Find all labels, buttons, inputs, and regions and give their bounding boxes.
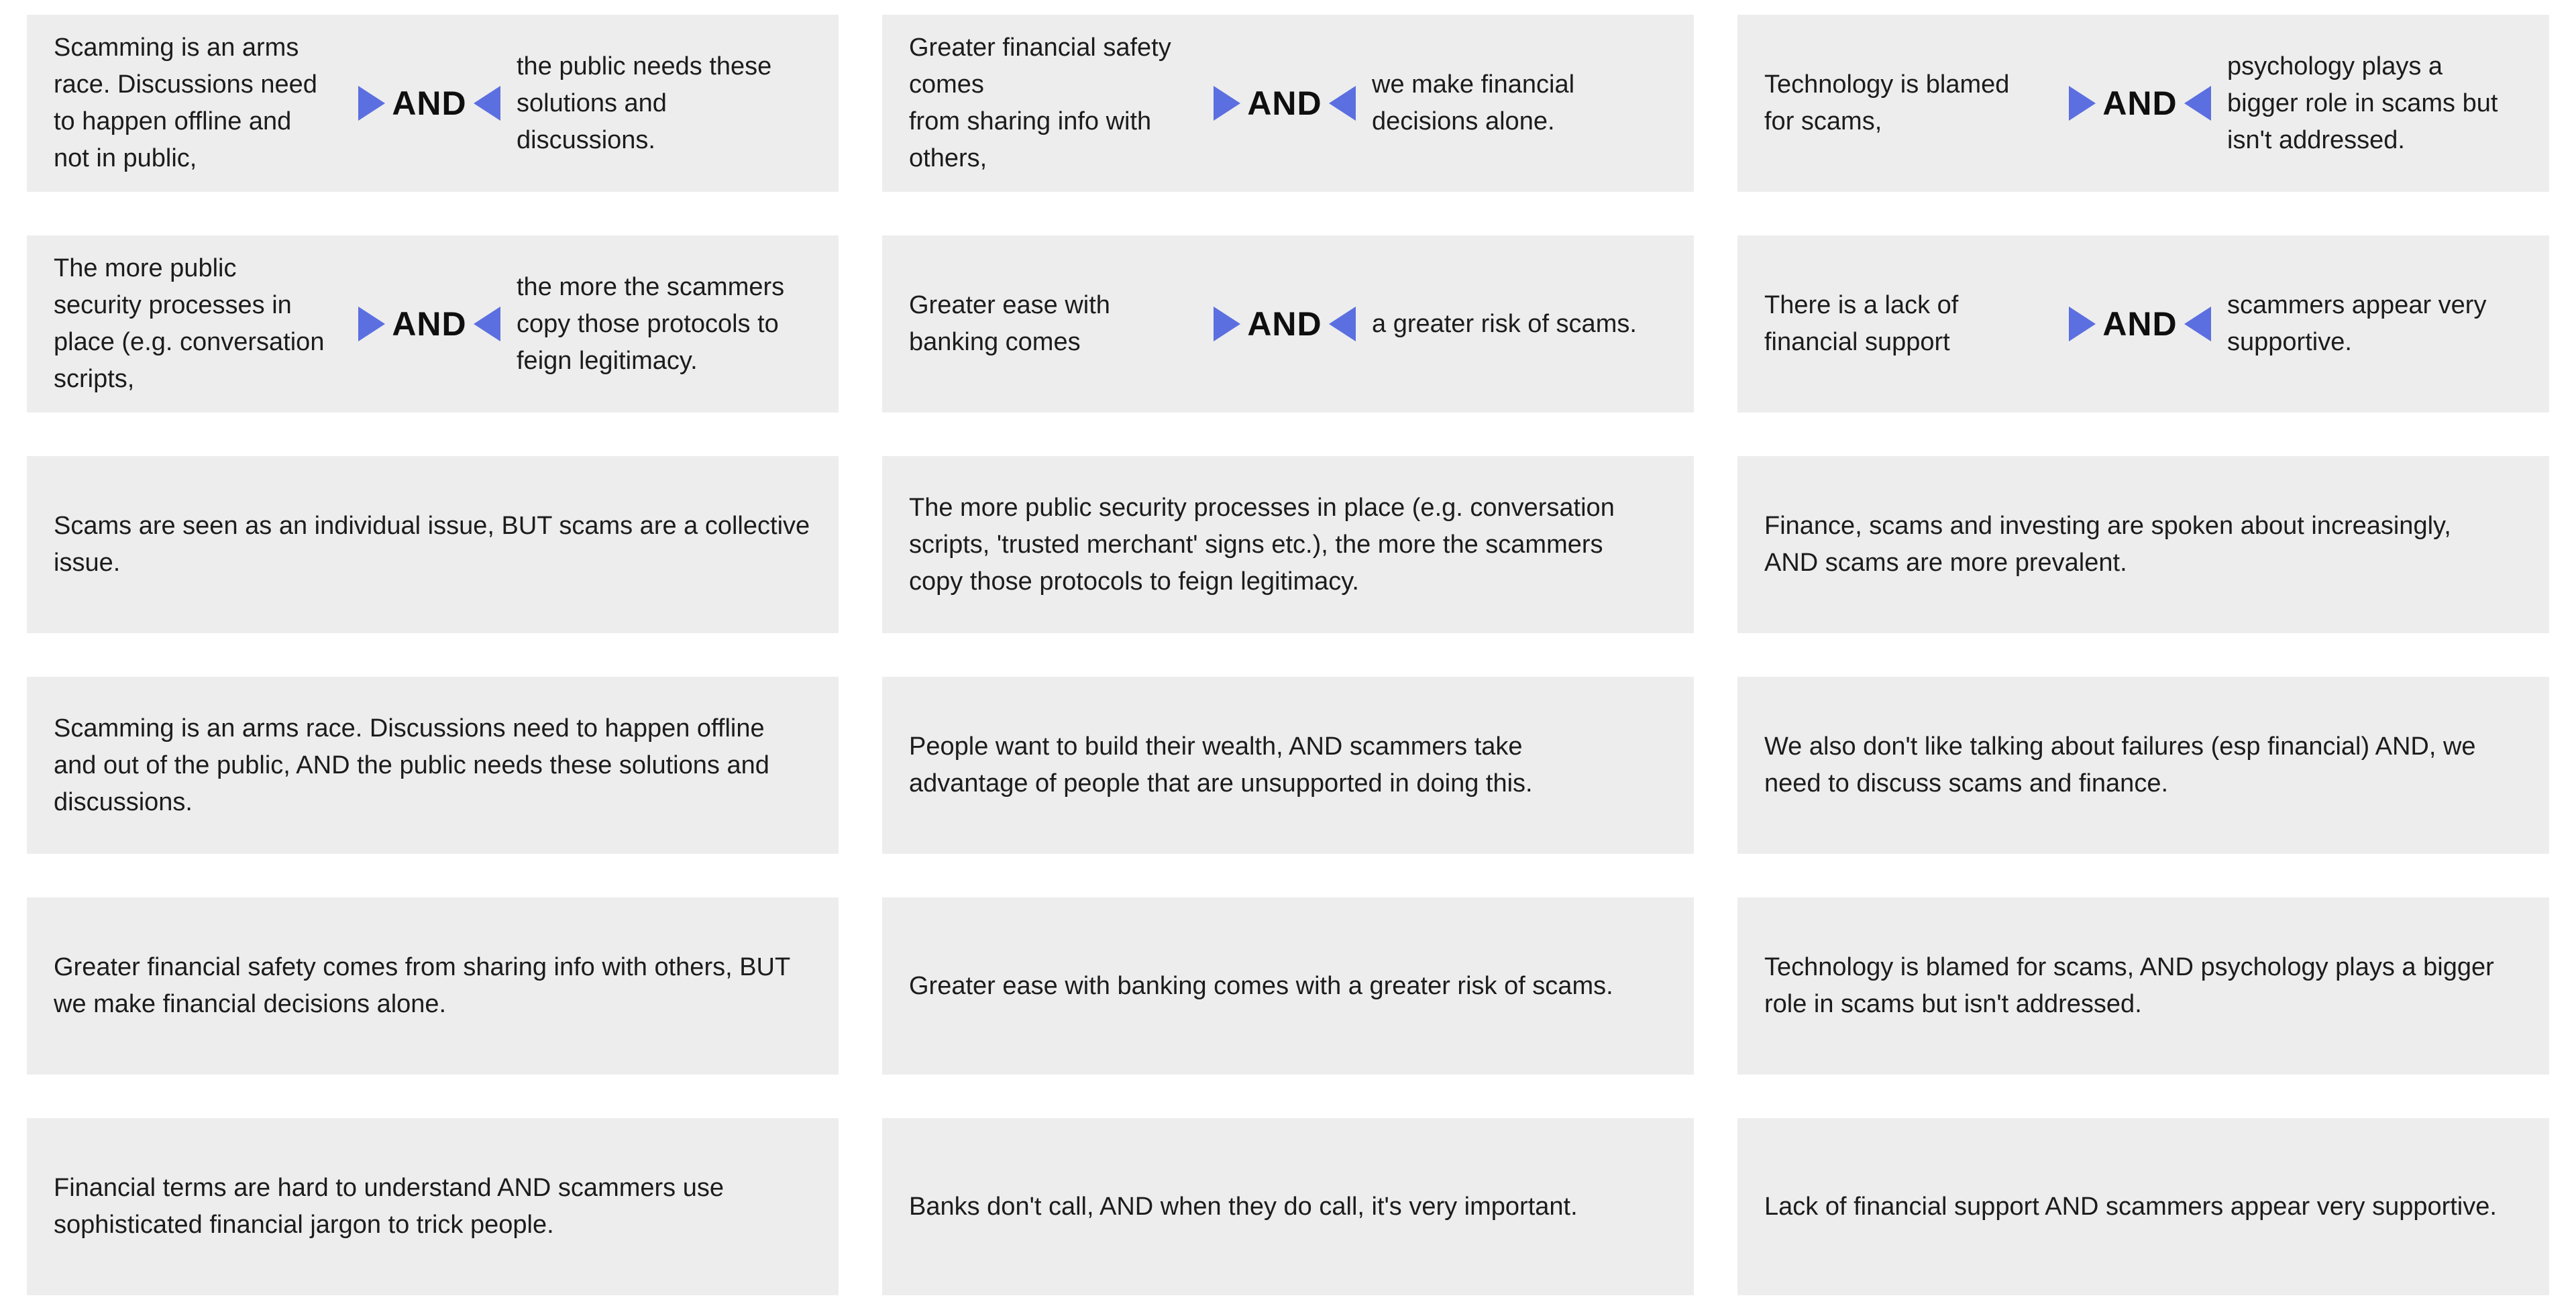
arrow-right-icon (1214, 86, 1240, 121)
pair-card[interactable] (27, 235, 839, 413)
statement-card[interactable] (1737, 1118, 2549, 1295)
statement-text: Greater ease with banking comes with a greater risk of scams. (909, 971, 1613, 1000)
statement-text: We also don't like talking about failures (esp financial) AND, we need to discuss scams and finance. (1764, 732, 2476, 798)
pair-right-text: we make financial decisions alone. (1372, 70, 1575, 135)
pair-layout (909, 30, 1667, 177)
statement-board (27, 15, 2549, 1295)
statement-card[interactable] (1737, 897, 2549, 1075)
arrow-left-icon (474, 307, 500, 341)
and-connector (2053, 305, 2227, 343)
statement-card[interactable] (882, 897, 1694, 1075)
and-label: AND (1247, 85, 1322, 122)
statement-card[interactable] (882, 456, 1694, 633)
and-connector (1197, 305, 1372, 343)
statement-card[interactable] (27, 677, 839, 854)
pair-right-text: the public needs these solutions and discussions. (517, 52, 772, 154)
statement-text: Finance, scams and investing are spoken about increasingly, AND scams are more prevalent. (1764, 512, 2451, 577)
arrow-right-icon (2069, 307, 2096, 341)
and-connector (342, 84, 517, 123)
pair-left-text: Greater financial safety comes from sharing info with others, (909, 34, 1171, 172)
and-label: AND (2102, 305, 2178, 343)
pair-layout (1764, 287, 2522, 361)
pair-layout (1764, 48, 2522, 159)
pair-left-text: Greater ease with banking comes (909, 291, 1110, 356)
arrow-right-icon (1214, 307, 1240, 341)
statement-card[interactable] (27, 456, 839, 633)
pair-right-text: scammers appear very supportive. (2227, 291, 2487, 356)
statement-text: Greater financial safety comes from sharing info with others, BUT we make financial decisions alone. (54, 953, 791, 1018)
statement-card[interactable] (882, 677, 1694, 854)
arrow-left-icon (1329, 86, 1356, 121)
arrow-right-icon (2069, 86, 2096, 121)
and-connector (342, 305, 517, 343)
pair-card[interactable] (1737, 15, 2549, 192)
arrow-left-icon (1329, 307, 1356, 341)
pair-layout (909, 287, 1667, 361)
and-label: AND (2102, 85, 2178, 122)
pair-left-text: There is a lack of financial support (1764, 291, 1959, 356)
statement-card[interactable] (27, 1118, 839, 1295)
pair-right-text: the more the scammers copy those protocols to feign legitimacy. (517, 272, 785, 375)
statement-card[interactable] (27, 897, 839, 1075)
arrow-left-icon (2184, 307, 2211, 341)
statement-text: Scamming is an arms race. Discussions need to happen offline and out of the public, AND the public needs these solutions and discussions. (54, 714, 769, 816)
pair-card[interactable] (882, 15, 1694, 192)
and-label: AND (392, 85, 467, 122)
statement-text: Financial terms are hard to understand AND scammers use sophisticated financial jargon to trick people. (54, 1174, 724, 1239)
statement-card[interactable] (1737, 456, 2549, 633)
statement-text: Scams are seen as an individual issue, BUT scams are a collective issue. (54, 512, 810, 577)
pair-right-text: psychology plays a bigger role in scams but isn't addressed. (2227, 52, 2498, 154)
pair-left-text: The more public security processes in place (e.g. conversation scripts, (54, 254, 325, 393)
pair-card[interactable] (882, 235, 1694, 413)
pair-layout (54, 250, 812, 398)
arrow-left-icon (474, 86, 500, 121)
pair-left-text: Scamming is an arms race. Discussions need to happen offline and not in public, (54, 34, 317, 172)
arrow-right-icon (358, 307, 385, 341)
statement-card[interactable] (882, 1118, 1694, 1295)
pair-card[interactable] (27, 15, 839, 192)
statement-text: Banks don't call, AND when they do call, it's very important. (909, 1192, 1578, 1221)
and-label: AND (1247, 305, 1322, 343)
pair-left-text: Technology is blamed for scams, (1764, 70, 2010, 135)
and-connector (1197, 84, 1372, 123)
and-connector (2053, 84, 2227, 123)
pair-layout (54, 30, 812, 177)
pair-right-text: a greater risk of scams. (1372, 309, 1637, 338)
pair-card[interactable] (1737, 235, 2549, 413)
arrow-left-icon (2184, 86, 2211, 121)
and-label: AND (392, 305, 467, 343)
statement-text: The more public security processes in place (e.g. conversation scripts, 'trusted merchant' signs etc.), the more the scammers copy those protocols to feign legitimacy. (909, 493, 1615, 596)
statement-text: Lack of financial support AND scammers appear very supportive. (1764, 1192, 2497, 1221)
statement-text: People want to build their wealth, AND scammers take advantage of people that are unsupported in doing this. (909, 732, 1533, 798)
arrow-right-icon (358, 86, 385, 121)
statement-text: Technology is blamed for scams, AND psychology plays a bigger role in scams but isn't addressed. (1764, 953, 2494, 1018)
statement-card[interactable] (1737, 677, 2549, 854)
